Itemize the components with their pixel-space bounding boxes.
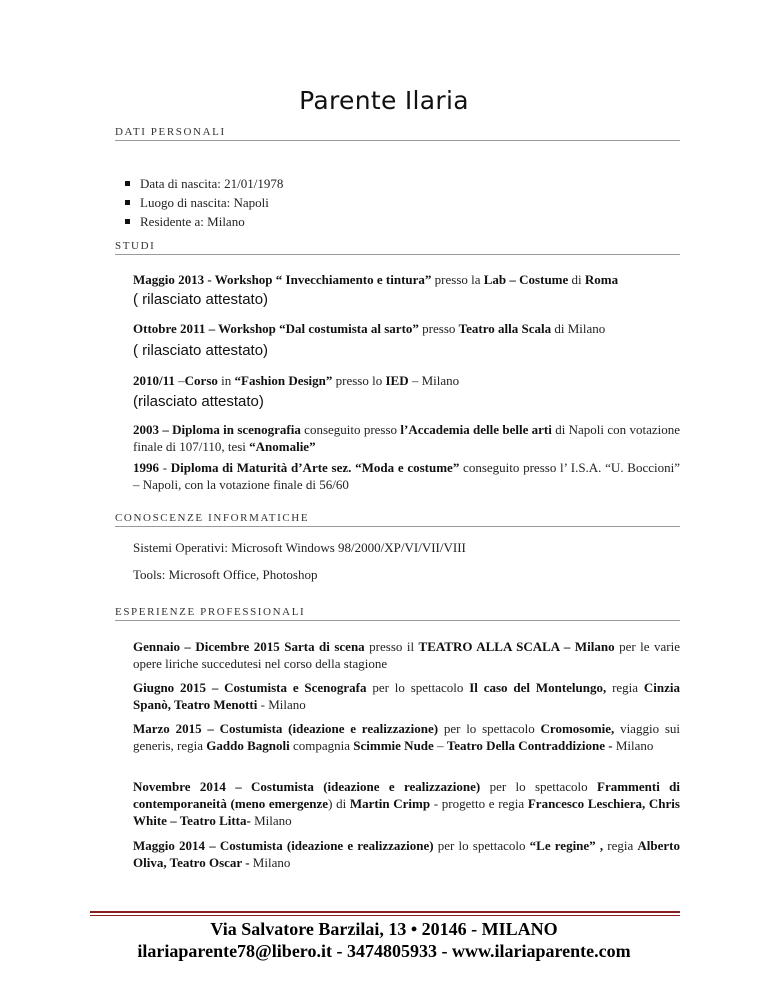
section-title-personal: DATI PERSONALI (115, 126, 680, 141)
personal-list (125, 174, 283, 231)
study-note: (rilasciato attestato) (133, 393, 264, 410)
study-entry: 2003 – Diploma in scenografia conseguito presso l’Accademia delle belle arti di Napoli con votazione finale di 107/110, tesi “Anomalie” (133, 422, 680, 454)
study-entry: Maggio 2013 - Workshop “ Invecchiamento e tintura” presso la Lab – Costume di Roma (133, 272, 619, 287)
section-title-studies: STUDI (115, 240, 680, 255)
section-title-computer: CONOSCENZE INFORMATICHE (115, 512, 680, 527)
experience-entry: Maggio 2014 – Costumista (ideazione e realizzazione) per lo spettacolo “Le regine” , regia Alberto Oliva, Teatro Oscar - Milano (133, 838, 681, 870)
section-studies (115, 240, 680, 255)
footer-divider (90, 911, 680, 913)
list-item: Data di nascita: 21/01/1978 (125, 174, 283, 193)
experience-entry: Marzo 2015 – Costumista (ideazione e realizzazione) per lo spettacolo Cromosomie, viaggio sui generis, regia Gaddo Bagnoli compagnia Scimmie Nude – Teatro Della Contraddizione - Milano (133, 721, 680, 753)
section-experience (115, 606, 680, 621)
section-personal (115, 126, 680, 141)
section-title-experience: ESPERIENZE PROFESSIONALI (115, 606, 680, 621)
footer-address: Via Salvatore Barzilai, 13 • 20146 - MILANO (210, 919, 558, 939)
footer-divider-thin (90, 915, 680, 916)
study-entry: 2010/11 –Corso in “Fashion Design” presso lo IED – Milano (133, 373, 460, 388)
study-entry: Ottobre 2011 – Workshop “Dal costumista al sarto” presso Teatro alla Scala di Milano (133, 321, 606, 336)
footer-contacts: ilariaparente78@libero.it - 3474805933 - www.ilariaparente.com (137, 941, 631, 961)
computer-line: Sistemi Operativi: Microsoft Windows 98/2000/XP/VI/VII/VIII (133, 540, 466, 555)
experience-entry: Giugno 2015 – Costumista e Scenografa per lo spettacolo Il caso del Montelungo, regia Cinzia Spanò, Teatro Menotti - Milano (133, 680, 681, 712)
study-entry: 1996 - Diploma di Maturità d’Arte sez. “Moda e costume” conseguito presso l’ I.S.A. “U. Boccioni” – Napoli, con la votazione finale di 56/60 (133, 460, 680, 492)
experience-entry: Novembre 2014 – Costumista (ideazione e realizzazione) per lo spettacolo Frammenti di contemporaneità (meno emergenze) di Martin Crimp - progetto e regia Francesco Leschiera, Chris White – Teatro Litta- Milano (133, 779, 681, 828)
page-title: Parente Ilaria (299, 86, 469, 115)
list-item: Residente a: Milano (125, 212, 283, 231)
section-computer (115, 512, 680, 527)
study-note: ( rilasciato attestato) (133, 291, 269, 308)
list-item: Luogo di nascita: Napoli (125, 193, 283, 212)
bullet-square-icon (125, 200, 130, 205)
bullet-square-icon (125, 181, 130, 186)
computer-line: Tools: Microsoft Office, Photoshop (133, 567, 318, 582)
experience-entry: Gennaio – Dicembre 2015 Sarta di scena presso il TEATRO ALLA SCALA – Milano per le varie opere liriche succedutesi nel corso della stagione (133, 639, 680, 671)
study-note: ( rilasciato attestato) (133, 342, 269, 359)
bullet-square-icon (125, 219, 130, 224)
